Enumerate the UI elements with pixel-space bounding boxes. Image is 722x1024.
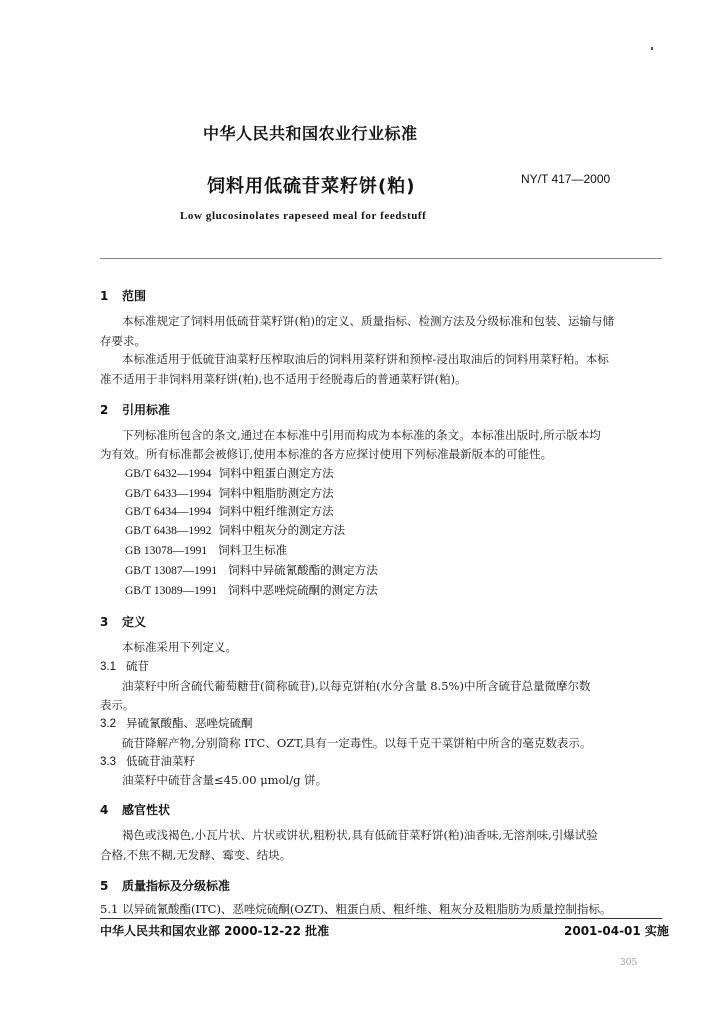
section-number: 4 <box>100 803 109 817</box>
section-number: 3 <box>100 615 109 629</box>
reference-name: 饲料中粗纤维测定方法 <box>218 504 334 518</box>
section-title: 质量指标及分级标准 <box>122 879 231 893</box>
section-title: 感官性状 <box>122 803 171 817</box>
definition-3-1-heading <box>100 658 149 674</box>
definition-term: 异硫氰酸酯、恶唑烷硫酮 <box>126 716 253 730</box>
section-4-heading <box>100 801 170 818</box>
section-title: 定义 <box>122 615 147 629</box>
header-divider <box>100 258 662 259</box>
reference-code: GB 13078—1991 <box>125 545 208 557</box>
standard-number: NY/T 417—2000 <box>521 172 611 186</box>
reference-code: GB/T 6434—1994 <box>125 506 212 518</box>
definition-term: 低硫苷油菜籽 <box>126 754 195 768</box>
scan-speck <box>651 47 653 50</box>
section-2-para-line-2: 为有效。所有标准都会被修订,使用本标准的各方应探讨使用下列标准最新版本的可能性。 <box>100 447 553 461</box>
section-4-line-2: 合格,不焦不糊,无发酵、霉变、结块。 <box>100 848 292 862</box>
definition-3-2-heading <box>100 715 253 731</box>
section-3-heading <box>100 613 146 630</box>
english-title: Low glucosinolates rapeseed meal for feedstuff <box>180 210 427 222</box>
definition-3-3-line-1: 油菜籽中硫苷含量≤45.00 μmol/g 饼。 <box>122 773 328 787</box>
reference-code: GB/T 13087—1991 <box>125 565 218 577</box>
page-number: 305 <box>620 958 638 968</box>
section-2-para-line-1: 下列标准所包含的条文,通过在本标准中引用而构成为本标准的条文。本标准出版时,所示版本均 <box>122 428 601 442</box>
reference-item <box>125 542 287 558</box>
section-1-para-2-line-2: 准不适用于非饲料用菜籽饼(粕),也不适用于经脱毒后的普通菜籽饼(粕)。 <box>100 372 467 386</box>
reference-code: GB/T 13089—1991 <box>125 585 218 597</box>
section-5-item-5-1: 5.1 以异硫氰酸酯(ITC)、恶唑烷硫酮(OZT)、粗蛋白质、粗纤维、粗灰分及粗脂肪为质量控制指标。 <box>100 902 612 916</box>
reference-code: GB/T 6433—1994 <box>125 488 212 500</box>
section-1-para-1-line-2: 存要求。 <box>100 334 146 348</box>
effective-date: 2001-04-01 实施 <box>564 924 669 938</box>
definition-3-3-heading <box>100 753 195 769</box>
reference-name: 饲料卫生标准 <box>218 543 288 557</box>
section-title: 引用标准 <box>122 403 171 417</box>
section-5-heading <box>100 877 230 894</box>
standard-category: 中华人民共和国农业行业标准 <box>203 124 418 143</box>
document-title: 饲料用低硫苷菜籽饼(粕) <box>207 176 416 197</box>
reference-name: 饲料中粗脂肪测定方法 <box>218 486 334 500</box>
definition-3-1-line-1: 油菜籽中所含硫代葡萄糖苷(简称硫苷),以每克饼粕(水分含量 8.5%)中所含硫苷总量微摩尔数 <box>122 679 591 693</box>
section-number: 2 <box>100 403 109 417</box>
reference-item <box>125 522 345 538</box>
section-2-heading <box>100 401 170 418</box>
definition-number: 3.2 <box>100 718 116 730</box>
section-number: 1 <box>100 289 109 303</box>
definition-3-2-line-1: 硫苷降解产物,分别简称 ITC、OZT,具有一定毒性。以每千克干菜饼粕中所含的毫克数表示。 <box>122 736 592 750</box>
reference-code: GB/T 6438—1992 <box>125 525 212 537</box>
definition-term: 硫苷 <box>126 659 149 673</box>
reference-name: 饲料中粗蛋白测定方法 <box>218 466 334 480</box>
reference-name: 饲料中粗灰分的测定方法 <box>218 523 346 537</box>
section-number: 5 <box>100 879 109 893</box>
reference-item <box>125 582 378 598</box>
definition-number: 3.3 <box>100 756 116 768</box>
section-3-intro: 本标准采用下列定义。 <box>122 640 237 654</box>
reference-name: 饲料中异硫氰酸酯的测定方法 <box>228 563 378 577</box>
definition-number: 3.1 <box>100 661 116 673</box>
section-1-para-2-line-1: 本标准适用于低硫苷油菜籽压榨取油后的饲料用菜籽饼和预榨-浸出取油后的饲料用菜籽粕。本标 <box>122 352 609 366</box>
reference-code: GB/T 6432—1994 <box>125 468 212 480</box>
reference-item <box>125 562 378 578</box>
section-1-para-1-line-1: 本标准规定了饲料用低硫苷菜籽饼(粕)的定义、质量指标、检测方法及分级标准和包装、运输与储 <box>122 314 614 328</box>
reference-name: 饲料中恶唑烷硫酮的测定方法 <box>228 583 378 597</box>
section-title: 范围 <box>122 289 147 303</box>
section-1-heading <box>100 287 146 304</box>
approval-line: 中华人民共和国农业部 2000-12-22 批准 <box>100 924 330 938</box>
reference-item <box>125 503 334 519</box>
reference-item <box>125 485 334 501</box>
reference-item <box>125 465 334 481</box>
section-4-line-1: 褐色或浅褐色,小瓦片状、片状或饼状,粗粉状,具有低硫苷菜籽饼(粕)油香味,无溶剂味,引爆试验 <box>122 828 598 842</box>
definition-3-1-line-2: 表示。 <box>100 698 135 712</box>
footer-divider <box>100 918 662 919</box>
